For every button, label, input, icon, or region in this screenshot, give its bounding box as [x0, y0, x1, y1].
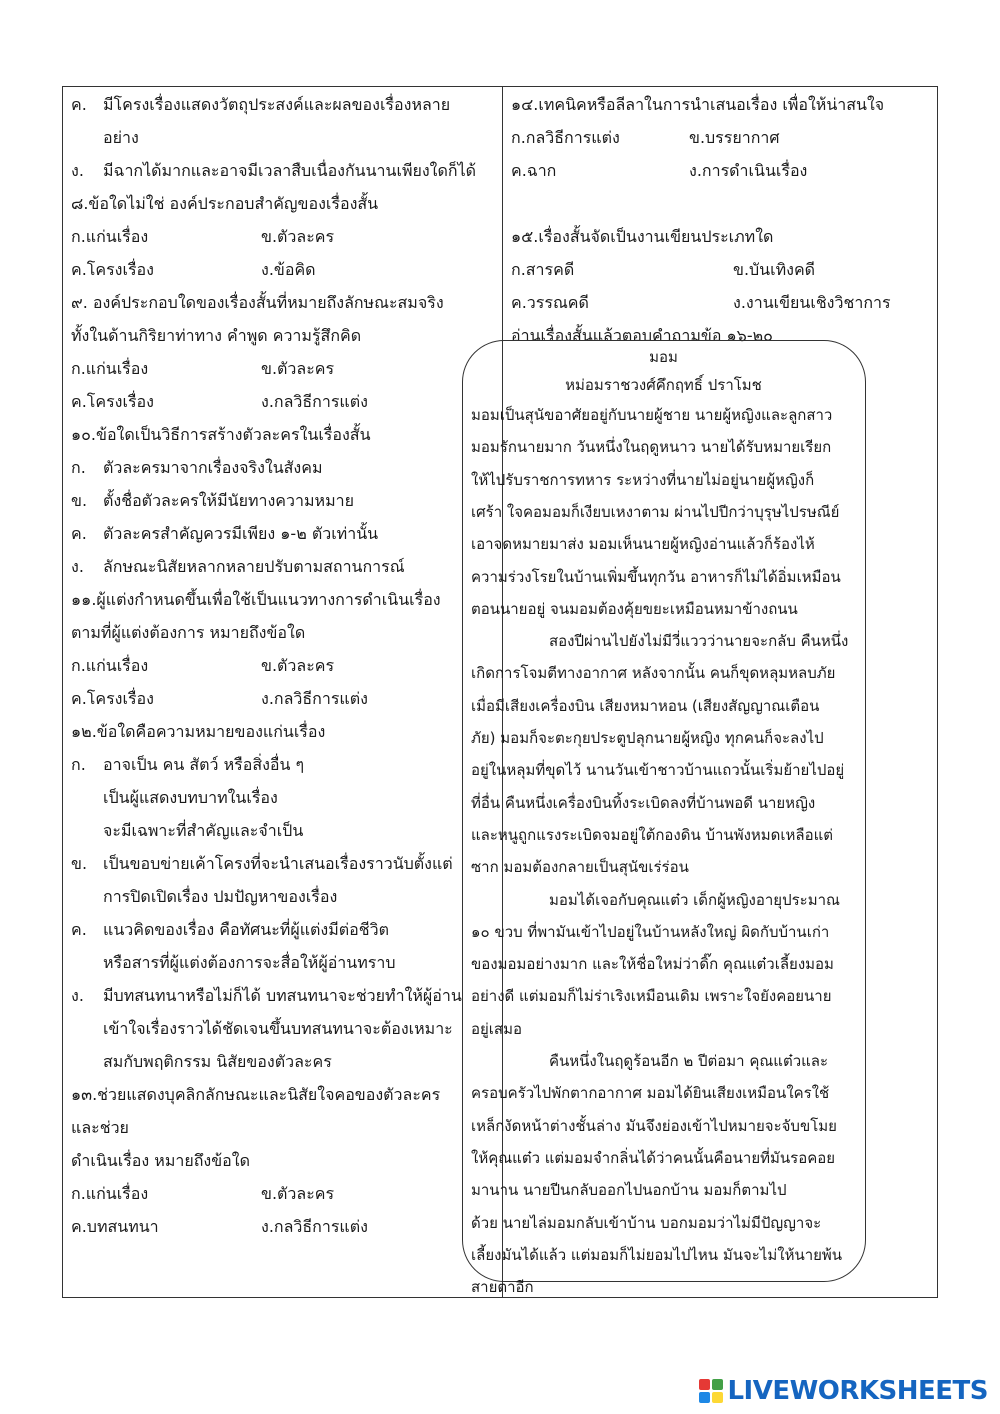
q13-question-cont: และช่วย — [71, 1118, 129, 1137]
q15-question: ๑๕.เรื่องสั้นจัดเป็นงานเขียนประเภทใด — [511, 227, 774, 246]
story-box — [462, 340, 866, 1297]
brand-name: LIVEWORKSHEETS — [727, 1376, 988, 1406]
reading-instruction: อ่านเรื่องสั้นแล้วตอบคำถามข้อ ๑๖-๒๐ — [511, 326, 773, 345]
liveworksheets-icon — [699, 1379, 723, 1403]
story-line: มานาน นายปีนกลับออกไปนอกบ้าน มอมก็ตามไป — [471, 1181, 787, 1200]
q11-question: ๑๑.ผู้แต่งกำหนดขึ้นเพื่อใช้เป็นแนวทางการดำเนินเรื่อง — [71, 590, 441, 609]
story-author: หม่อมราชวงศ์คึกฤทธิ์ ปราโมช — [565, 376, 762, 394]
story-line: ความร่วงโรยในบ้านเพิ่มขึ้นทุกวัน อาหารก็ไม่ได้อิ่มเหมือน — [471, 567, 841, 586]
story-line: ด้วย นายไล่มอมกลับเข้าบ้าน บอกมอมว่าไม่มีปัญญาจะ — [471, 1213, 822, 1232]
story-line: และหนูถูกแรงระเบิดจมอยู่ใต้กองดิน บ้านพังหมดเหลือแต่ — [471, 825, 834, 844]
q10-question: ๑๐.ข้อใดเป็นวิธีการสร้างตัวละครในเรื่องสั้น — [71, 425, 371, 444]
story-line: ให้คุณแต๋ว แต่มอมจำกลิ่นได้ว่าคนนั้นคือนายที่มันรอคอย — [471, 1148, 836, 1167]
story-line: ที่อื่น คืนหนึ่งเครื่องบินทิ้งระเบิดลงที่บ้านพอดี นายหญิง — [471, 793, 816, 812]
q13-question: ๑๓.ช่วยแสดงบุคลิกลักษณะและนิสัยใจคอของตัวละคร — [71, 1085, 441, 1104]
story-line: มอมรักนายมาก วันหนึ่งในฤดูหนาว นายได้รับหมายเรียก — [471, 438, 832, 457]
story-line: เกิดการโจมตีทางอากาศ หลังจากนั้น คนก็ขุดหลุมหลบภัย — [471, 664, 836, 683]
story-line: ตอนนายอยู่ จนมอมต้องคุ้ยขยะเหมือนหมาข้างถนน — [471, 599, 798, 618]
story-title: มอม — [649, 348, 678, 366]
story-line: เมื่อมีเสียงเครื่องบิน เสียงหมาหอน (เสียงสัญญาณเตือน — [471, 696, 820, 715]
story-line: เลี้ยงมันได้แล้ว แต่มอมก็ไม่ยอมไปไหน มันจะไม่ให้นายพ้น — [471, 1245, 843, 1264]
q14-question: ๑๔.เทคนิคหรือลีลาในการนำเสนอเรื่อง เพื่อให้น่าสนใจ — [511, 95, 885, 114]
q9-question: ๙. องค์ประกอบใดของเรื่องสั้นที่หมายถึงลักษณะสมจริง — [71, 293, 444, 312]
story-line: สายตาอีก — [471, 1278, 534, 1297]
story-line: คืนหนึ่งในฤดูร้อนอีก ๒ ปีต่อมา คุณแต๋วและ — [549, 1052, 829, 1070]
story-line: ๑๐ ขวบ ที่พามันเข้าไปอยู่ในบ้านหลังใหญ่ ผิดกับบ้านเก่า — [471, 922, 830, 941]
story-line: เหล็กงัดหน้าต่างชั้นล่าง มันจึงย่องเข้าไปหมายจะจับขโมย — [471, 1116, 837, 1135]
story-line: สองปีผ่านไปยังไม่มีวี่แววว่านายจะกลับ คืนหนึ่ง — [549, 632, 849, 651]
story-line: มอมเป็นสุนัขอาศัยอยู่กับนายผู้ชาย นายผู้หญิงและลูกสาว — [471, 406, 833, 424]
story-line: ภัย) มอมก็จะตะกุยประตูปลุกนายผู้หญิง ทุกคนก็จะลงไป — [471, 729, 824, 747]
q8-question: ๘.ข้อใดไม่ใช่ องค์ประกอบสำคัญของเรื่องสั้น — [71, 194, 379, 213]
story-line: อยู่ในหลุมที่ขุดไว้ นานวันเข้าชาวบ้านแถวนั้นเริ่มย้ายไปอยู่ — [471, 761, 845, 780]
worksheet-frame: ค. มีโครงเรื่องแสดงวัตถุประสงค์และผลของเรื่องหลาย อย่าง ง. มีฉากได้มากและอาจมีเวลาสืบเนื่องกันนานเพียงใดก็ได้ ๘.ข้อใดไม่ใช่ องค์ประกอบสำคัญของเรื่องสั้น ก.แก่นเรื่อง ข.ตัวละคร ค.โครงเรื่อง ง.ข้อคิด ๙. องค์ประกอบใดของเรื่องสั้นที่หมายถึงลักษณะสมจริง ทั้งในด้านกิริยาท่าทาง คำพูด ความรู้สึกคิด ก.แก่นเรื่อง ข.ตัวละคร ค.โครงเรื่อง ง.กลวิธีการแต่ง ๑๐.ข้อใดเป็นวิธีการสร้างตัวละครในเรื่องสั้น ก. ตัวละครมาจากเรื่องจริงในสังคม ข. ตั้งชื่อตัวละครให้มีนัยทางความหมาย ค. ตัวละครสำคัญควรมีเพียง ๑-๒ ตัวเท่านั้น ง. ลักษณะนิสัยหลากหลายปรับตามสถานการณ์ ๑๑.ผู้แต่งกำหนดขึ้นเพื่อใช้เป็นแนวทางการดำเนินเรื่อง ตามที่ผู้แต่งต้องการ หมายถึงข้อใด ก.แก่นเรื่อง ข.ตัวละคร ค.โครงเรื่อง ง.กลวิธีการแต่ง ๑๒.ข้อใดคือความหมายของแก่นเรื่อง ก. อาจเป็น คน สัตว์ หรือสิ่งอื่น ๆ เป็นผู้แสดงบทบาทในเรื่อง จะมีเฉพาะที่สำคัญและจำเป็น ข. เป็นขอบข่ายเค้าโครงที่จะนำเสนอเรื่องราวนับตั้งแต่ การปิดเปิดเรื่อง ปมปัญหาของเรื่อง ค. แนวคิดของเรื่อง คือทัศนะที่ผู้แต่งมีต่อชีวิต หรือสารที่ผู้แต่งต้องการจะสื่อให้ผู้อ่านทราบ ง. มีบทสนทนาหรือไม่ก็ได้ บทสนทนาจะช่วยทำให้ผู้อ่าน เข้าใจเรื่องราวได้ชัดเจนขึ้นบทสนทนาจะต้องเหมาะ สมกับพฤติกรรม นิสัยของตัวละคร ๑๓.ช่วยแสดงบุคลิกลักษณะและนิสัยใจคอของตัวละคร และช่วย ดำเนินเรื่อง หมายถึงข้อใด ก.แก่นเรื่อง ข.ตัวละคร ค.บทสนทนา ง.กลวิธีการแต่ง ๑๔.เทคนิคหรือลีลาในการนำเสนอเรื่อง เพื่อให้น่าสนใจ ก.กลวิธีการแต่ง ข.บรรยากาศ ค.ฉาก ง.การดำเนินเรื่อง ๑๕.เรื่องสั้นจัดเป็นงานเขียนประเภทใด ก.สารคดี ข.บันเทิงคดี ค.วรรณคดี ง.งานเขียนเชิงวิชาการ อ่านเรื่องสั้นแล้วตอบคำถามข้อ ๑๖-๒๐ — [62, 86, 938, 1298]
story-line: ซาก มอมต้องกลายเป็นสุนัขเร่ร่อน — [471, 858, 689, 877]
q12-question: ๑๒.ข้อใดคือความหมายของแก่นเรื่อง — [71, 722, 326, 741]
story-line: ของมอมอย่างมาก และให้ชื่อใหม่ว่าดิ๊ก คุณแต๋วเลี้ยงมอม — [471, 955, 834, 974]
story-line: อยู่เสมอ — [471, 1019, 522, 1038]
story-line: เศร้า ใจคอมอมก็เงียบเหงาตาม ผ่านไปปีกว่าบุรุษไปรษณีย์ — [471, 502, 840, 521]
story-line: ให้ไปรับราชการทหาร ระหว่างที่นายไม่อยู่นายผู้หญิงก็ — [471, 470, 815, 489]
q9-question-cont: ทั้งในด้านกิริยาท่าทาง คำพูด ความรู้สึกคิด — [71, 326, 362, 345]
q13-question-cont2: ดำเนินเรื่อง หมายถึงข้อใด — [71, 1151, 250, 1170]
story-line: อย่างดี แต่มอมก็ไม่ร่าเริงเหมือนเดิม เพราะใจยังคอยนาย — [471, 987, 832, 1006]
liveworksheets-logo — [699, 1376, 988, 1406]
story-line: เอาจดหมายมาส่ง มอมเห็นนายผู้หญิงอ่านแล้วก็ร้องไห้ — [471, 535, 815, 554]
story-line: มอมได้เจอกับคุณแต๋ว เด็กผู้หญิงอายุประมาณ — [549, 890, 840, 909]
q11-question-cont: ตามที่ผู้แต่งต้องการ หมายถึงข้อใด — [71, 623, 306, 642]
story-line: ครอบครัวไปพักตากอากาศ มอมได้ยินเสียงเหมือนใครใช้ — [471, 1084, 830, 1103]
